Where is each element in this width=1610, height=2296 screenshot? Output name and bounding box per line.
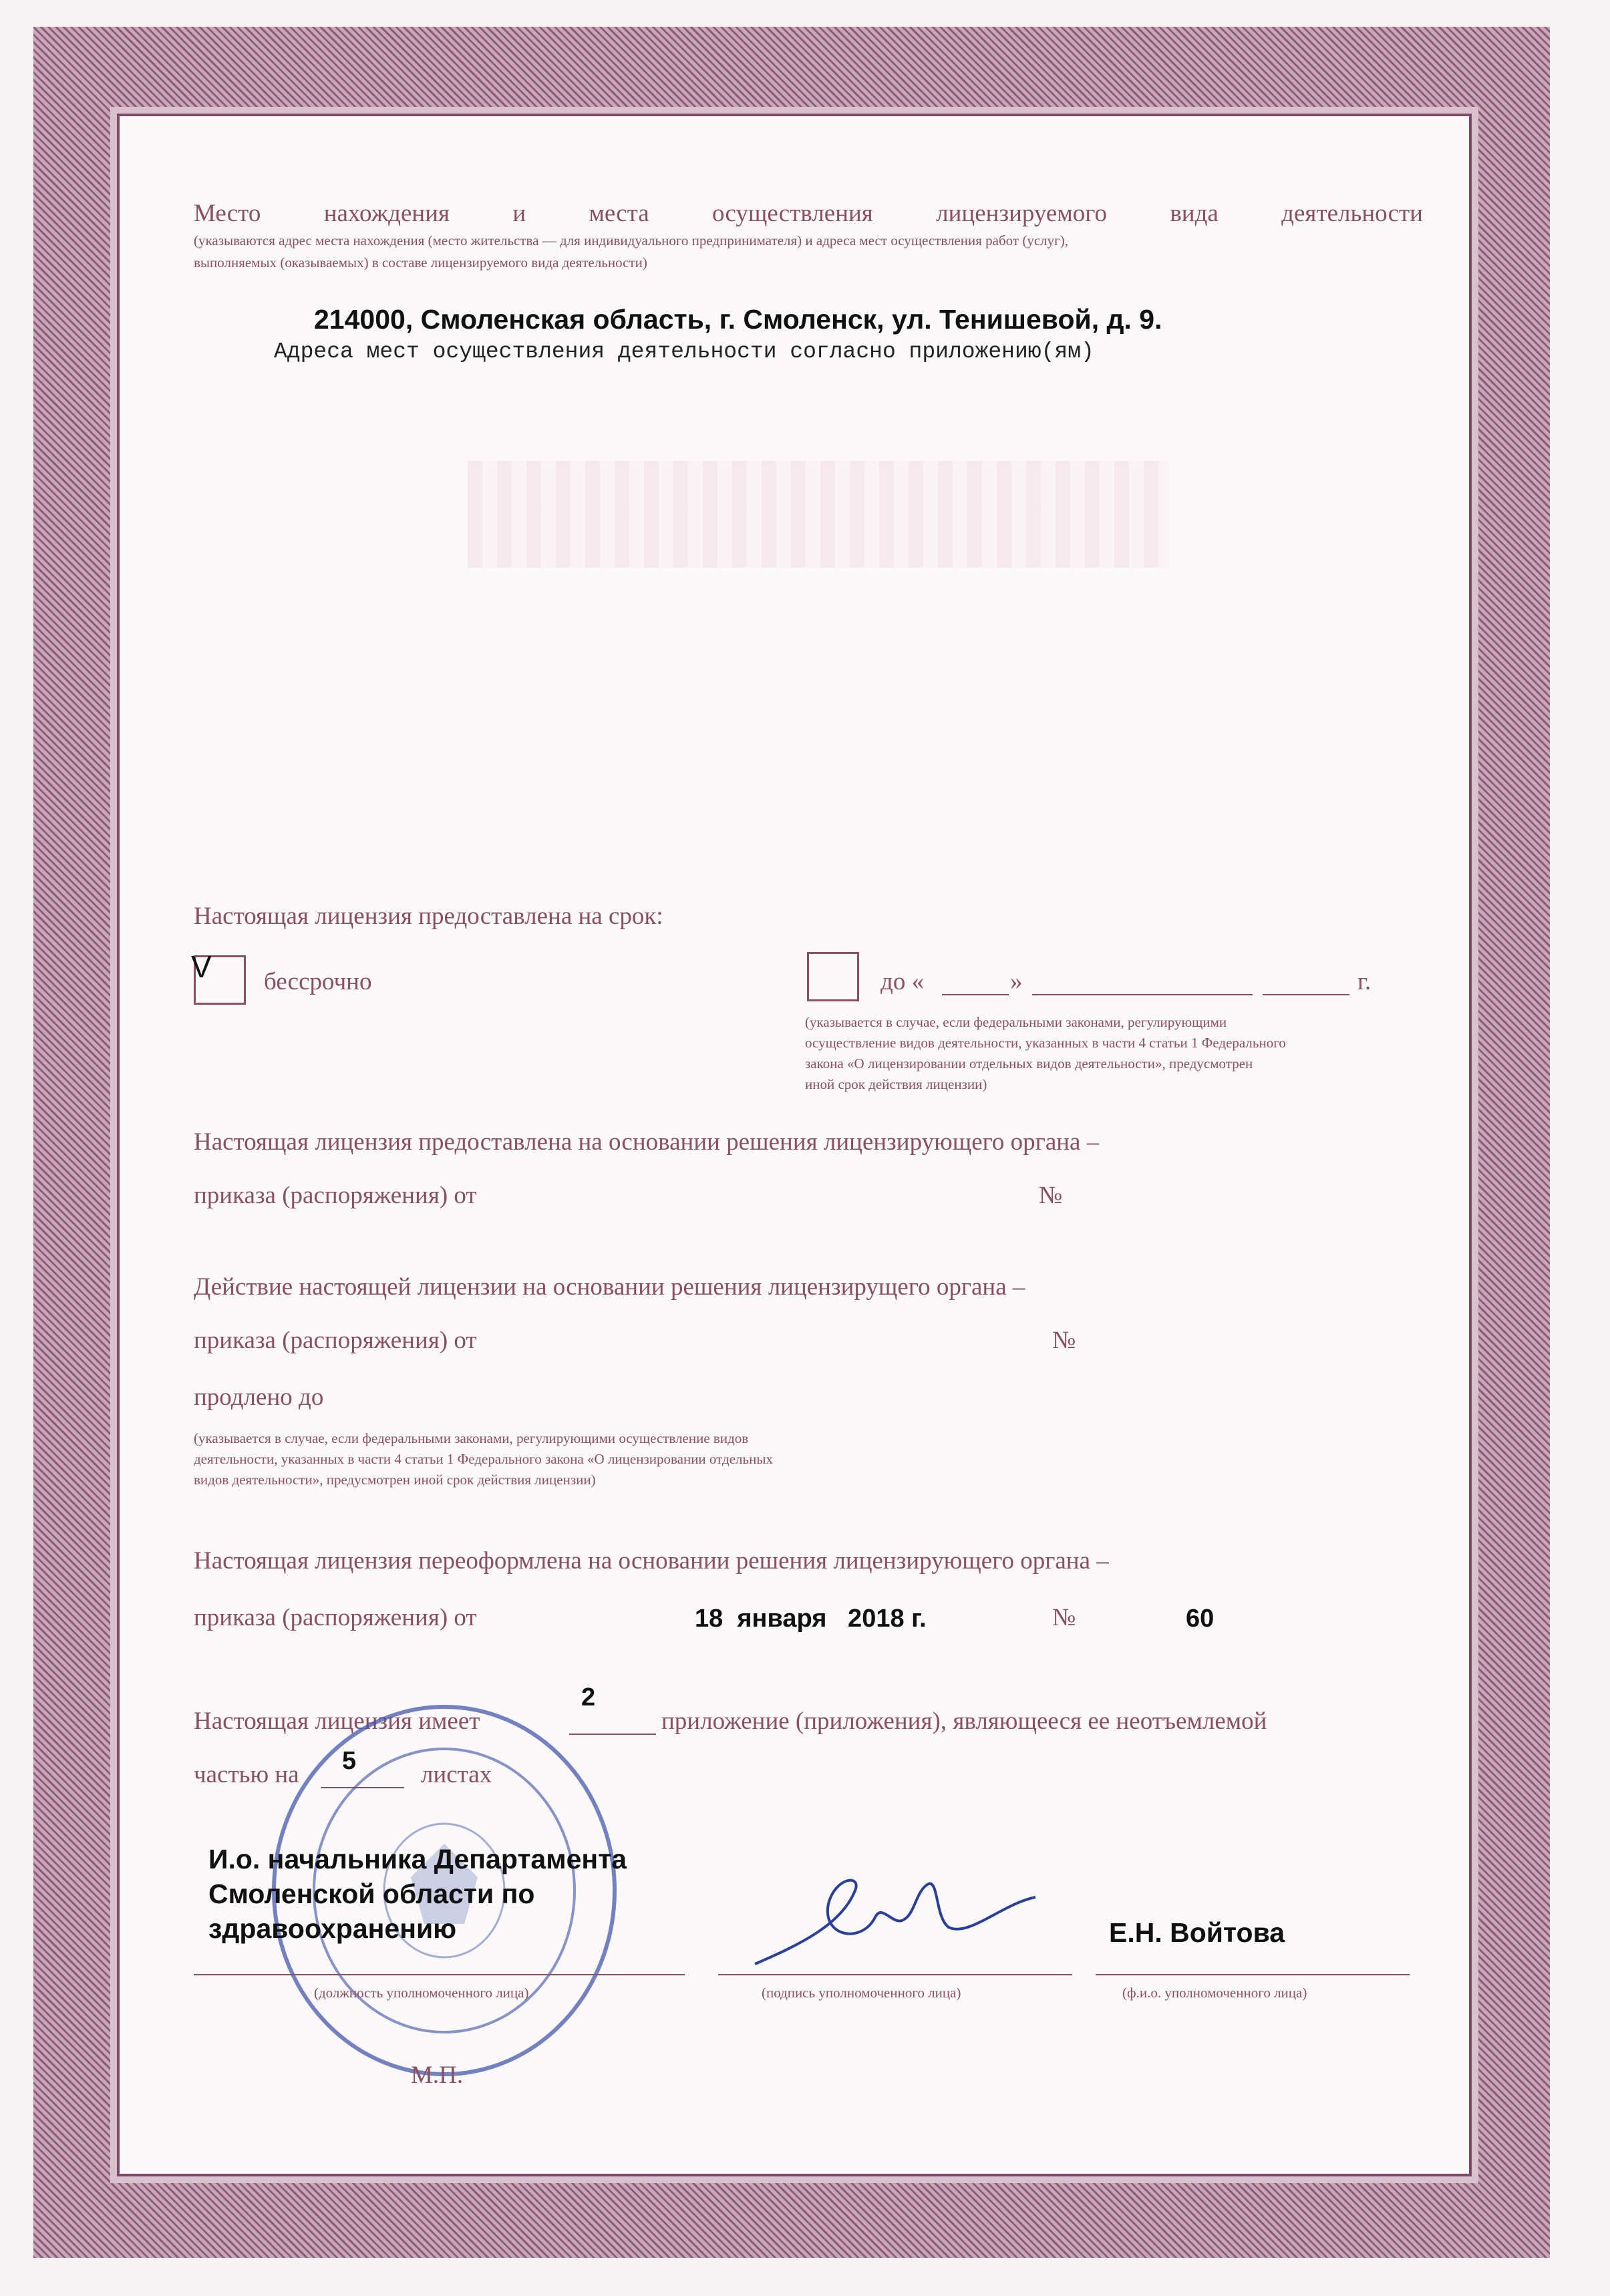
position-caption: (должность уполномоченного лица) [314,1985,529,2001]
address: 214000, Смоленская область, г. Смоленск, ул. Тенишевой, д. 9. [314,304,1162,335]
term-hint-1: (указывается в случае, если федеральными законами, регулирующими [805,1014,1227,1030]
reissue-number-sign: № [1052,1604,1076,1631]
appendices-sheets-label: листах [421,1761,492,1788]
position-line-1: И.о. начальника Департамента [208,1844,627,1874]
term-hint-2: осуществление видов деятельности, указанных в части 4 статьи 1 Федерального [805,1035,1286,1051]
name-caption: (ф.и.о. уполномоченного лица) [1122,1985,1307,2001]
term-hint-3: закона «О лицензировании отдельных видов деятельности», предусмотрен [805,1055,1253,1072]
position-line [194,1974,685,1975]
location-hint-2: выполняемых (оказываемых) в составе лицензируемого вида деятельности) [194,255,647,271]
until-label: до « [880,968,925,995]
term-heading: Настоящая лицензия предоставлена на срок: [194,903,663,930]
until-quote-close: » [1010,968,1023,995]
extension-order-label: приказа (распоряжения) от [194,1327,477,1354]
basis-order-label: приказа (распоряжения) от [194,1182,477,1209]
indefinite-label: бессрочно [264,968,372,995]
signature-caption: (подпись уполномоченного лица) [762,1985,961,2001]
extension-hint-3: видов деятельности», предусмотрен иной срок действия лицензии) [194,1472,596,1488]
appendices-count: 2 [581,1683,596,1711]
extended-until-label: продлено до [194,1383,324,1411]
position-line-2: Смоленской области по [208,1878,535,1909]
reissue-heading: Настоящая лицензия переоформлена на основании решения лицензирующего органа – [194,1547,1109,1575]
stamp-place-label: М.П. [411,2062,464,2089]
reissue-order-label: приказа (распоряжения) от [194,1604,477,1631]
name-line [1096,1974,1410,1975]
reissue-date: 18 января 2018 г. [695,1605,927,1633]
appendices-text-end: приложение (приложения), являющееся ее неотъемлемой [661,1707,1267,1735]
handwritten-signature [748,1864,1042,1977]
indefinite-checkmark: V [191,949,212,984]
reissue-number: 60 [1186,1605,1215,1633]
signatory-name: Е.Н. Войтова [1109,1917,1285,1948]
appendices-text-start: Настоящая лицензия имеет [194,1707,480,1735]
addresses-note: Адреса мест осуществления деятельности согласно приложению(ям) [274,339,1094,364]
extension-number-sign: № [1052,1327,1076,1354]
location-hint-1: (указываются адрес места нахождения (место жительства — для индивидуального предпринимателя) и адреса мест осуществления работ (услуг), [194,232,1068,249]
basis-heading: Настоящая лицензия предоставлена на основании решения лицензирующего органа – [194,1128,1100,1156]
basis-number-sign: № [1039,1182,1063,1209]
extension-heading: Действие настоящей лицензии на основании решения лицензирущего органа – [194,1273,1025,1301]
appendices-part-label: частью на [194,1761,299,1788]
until-day-line [942,994,1009,995]
until-year-line [1263,994,1349,995]
term-hint-4: иной срок действия лицензии) [805,1076,987,1092]
location-heading: Место нахождения и места осуществления лицензируемого вида деятельности [194,200,1423,227]
until-year-suffix: г. [1357,968,1372,995]
signature-line [718,1974,1072,1975]
background-watermark [468,461,1169,568]
position-line-3: здравоохранению [208,1913,457,1944]
until-month-line [1032,994,1253,995]
until-checkbox[interactable] [807,952,859,1001]
extension-hint-2: деятельности, указанных в части 4 статьи 1 Федерального закона «О лицензировании отдельных [194,1451,773,1467]
appendices-sheets: 5 [342,1747,357,1775]
extension-hint-1: (указывается в случае, если федеральными законами, регулирующими осуществление видов [194,1430,749,1446]
